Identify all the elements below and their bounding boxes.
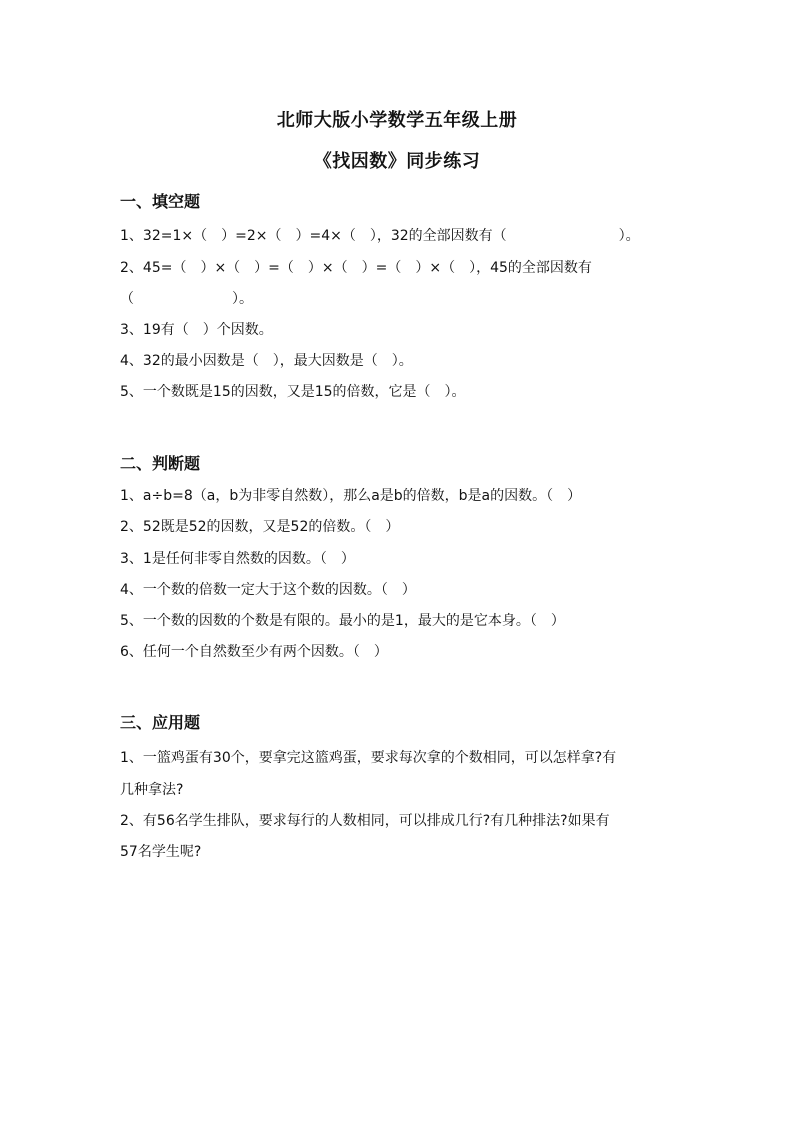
fill-in-question-2-line-1: 2、45=（ ）×（ ）=（ ）×（ ）=（ ）×（ ），45的全部因数有 xyxy=(120,260,592,276)
page-subtitle: 《找因数》同步练习 xyxy=(313,151,481,172)
fill-in-question-4: 4、32的最小因数是（ ），最大因数是（ ）。 xyxy=(120,353,413,369)
true-false-question-4: 4、一个数的倍数一定大于这个数的因数。（ ） xyxy=(120,582,416,598)
fill-in-question-5: 5、一个数既是15的因数，又是15的倍数，它是（ ）。 xyxy=(120,384,466,400)
true-false-question-1: 1、a÷b=8（a，b为非零自然数），那么a是b的倍数，b是a的因数。（ ） xyxy=(120,488,582,504)
section-heading-true-false: 二、判断题 xyxy=(120,454,201,473)
section-heading-fill-in: 一、填空题 xyxy=(120,192,201,211)
section-heading-word-problems: 三、应用题 xyxy=(120,713,201,732)
fill-in-question-3: 3、19有（ ）个因数。 xyxy=(120,322,273,338)
true-false-question-2: 2、52既是52的因数，又是52的倍数。（ ） xyxy=(120,519,400,535)
fill-in-question-1: 1、32=1×（ ）=2×（ ）=4×（ ），32的全部因数有（ ）。 xyxy=(120,228,640,244)
word-problem-1-line-1: 1、一篮鸡蛋有30个，要拿完这篮鸡蛋，要求每次拿的个数相同，可以怎样拿?有 xyxy=(120,750,617,766)
word-problem-2-line-2: 57名学生呢? xyxy=(120,844,202,860)
true-false-question-3: 3、1是任何非零自然数的因数。（ ） xyxy=(120,551,355,567)
word-problem-2-line-1: 2、有56名学生排队，要求每行的人数相同，可以排成几行?有几种排法?如果有 xyxy=(120,813,610,829)
word-problem-1-line-2: 几种拿法? xyxy=(120,782,184,798)
fill-in-question-2-line-2: （ ）。 xyxy=(120,291,253,307)
true-false-question-5: 5、一个数的因数的个数是有限的。最小的是1，最大的是它本身。（ ） xyxy=(120,613,565,629)
true-false-question-6: 6、任何一个自然数至少有两个因数。（ ） xyxy=(120,644,388,660)
page-title: 北师大版小学数学五年级上册 xyxy=(276,110,518,131)
